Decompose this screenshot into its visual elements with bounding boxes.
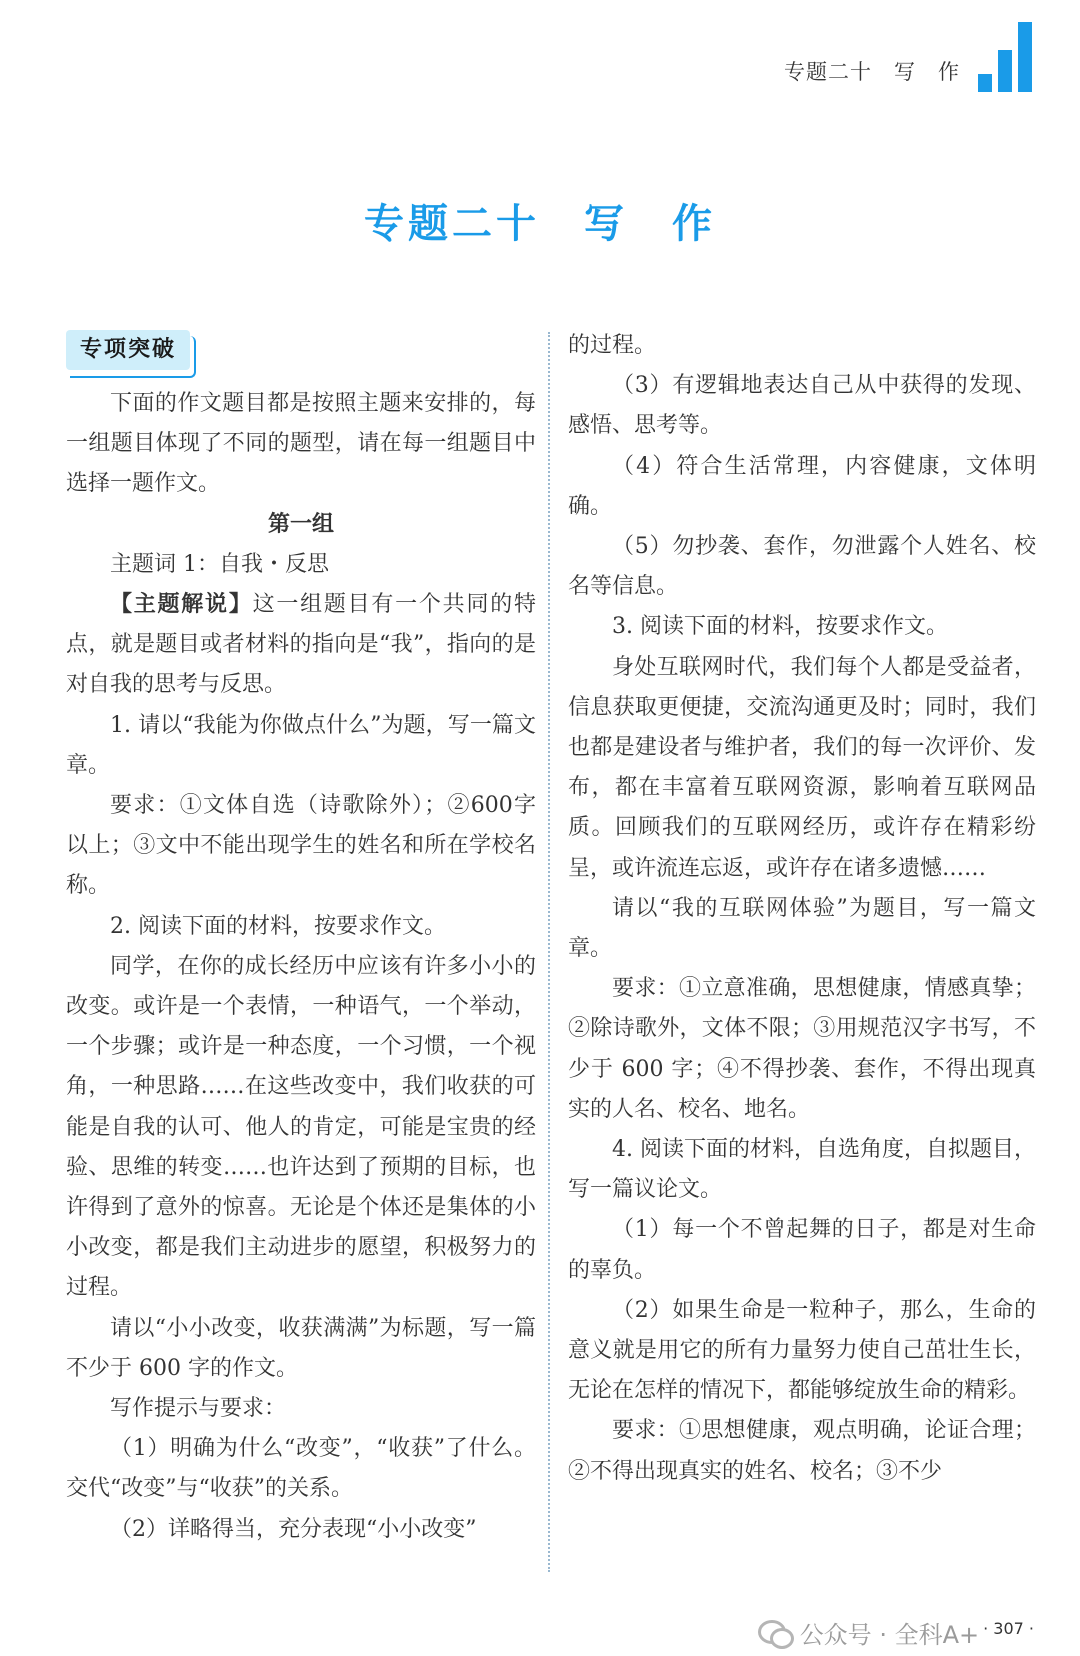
theme-word: 主题词 1：自我・反思 bbox=[110, 551, 329, 577]
question-2: 2. 阅读下面的材料，按要求作文。 bbox=[110, 913, 446, 939]
tip-2: （2）详略得当，充分表现“小小改变” bbox=[110, 1516, 477, 1542]
running-header bbox=[784, 22, 1032, 92]
header-section-label: 专题二十 写 作 bbox=[784, 60, 960, 84]
right-column bbox=[568, 326, 1036, 1492]
tip-3: （3）有逻辑地表达自己从中获得的发现、感悟、思考等。 bbox=[568, 373, 1036, 439]
page-number: · 307 · bbox=[983, 1619, 1034, 1638]
wechat-icon bbox=[758, 1620, 792, 1646]
question-3-task: 请以“我的互联网体验”为题目，写一篇文章。 bbox=[568, 895, 1036, 962]
tip-5: （5）勿抄袭、套作，勿泄露个人姓名、校名等信息。 bbox=[568, 534, 1036, 600]
question-4-requirements: 要求：①思想健康，观点明确，论证合理；②不得出现真实的姓名、校名；③不少 bbox=[568, 1418, 1036, 1484]
question-3-requirements: 要求：①立意准确，思想健康，情感真挚；②除诗歌外，文体不限；③用规范汉字书写，不少于 600 字；④不得抄袭、套作，不得出现真实的人名、校名、地名。 bbox=[568, 976, 1036, 1122]
question-2-task: 请以“小小改变，收获满满”为标题，写一篇不少于 600 字的作文。 bbox=[66, 1315, 536, 1381]
question-4-material-2: （2）如果生命是一粒种子，那么，生命的意义就是用它的所有力量努力使自己茁壮生长，无论在怎样的情况下，都能够绽放生命的精彩。 bbox=[568, 1297, 1036, 1404]
group-title: 第一组 bbox=[267, 511, 334, 537]
tip-2-continuation: 的过程。 bbox=[568, 333, 657, 358]
footer bbox=[758, 1615, 1034, 1650]
tip-4: （4）符合生活常理，内容健康，文体明确。 bbox=[568, 453, 1036, 519]
question-1: 1. 请以“我能为你做点什么”为题，写一篇文章。 bbox=[66, 712, 536, 778]
question-3-material: 身处互联网时代，我们每个人都是受益者，信息获取更便捷，交流沟通更及时；同时，我们也都是建设者与维护者，我们的每一次评价、发布，都在丰富着互联网资源，影响着互联网品质。回顾我们的互联网经历，或许存在精彩纷呈，或许流连忘返，或许存在诸多遗憾…… bbox=[568, 654, 1036, 881]
left-column bbox=[66, 326, 536, 1550]
tip-1: （1）明确为什么“改变”，“收获”了什么。交代“改变”与“收获”的关系。 bbox=[66, 1436, 536, 1502]
question-4-material-1: （1）每一个不曾起舞的日子，都是对生命的辜负。 bbox=[568, 1217, 1036, 1283]
question-2-material: 同学，在你的成长经历中应该有许多小小的改变。或许是一个表情，一种语气，一个举动，一个步骤；或许是一种态度，一个习惯，一个视角，一种思路……在这些改变中，我们收获的可能是自我的认可、他人的肯定，可能是宝贵的经验、思维的转变……也许达到了预期的目标，也许得到了意外的惊喜。无论是个体还是集体的小小改变，都是我们主动进步的愿望，积极努力的过程。 bbox=[66, 953, 536, 1301]
question-2-tips-heading: 写作提示与要求： bbox=[110, 1396, 287, 1422]
page-title: 专题二十 写 作 bbox=[364, 201, 716, 247]
explain-text: 这一组题目有一个共同的特点，就是题目或者材料的指向是“我”，指向的是对自我的思考与反思。 bbox=[66, 592, 536, 698]
column-divider bbox=[548, 332, 550, 1572]
intro-paragraph: 下面的作文题目都是按照主题来安排的，每一组题目体现了不同的题型，请在每一组题目中选择一题作文。 bbox=[66, 391, 536, 497]
question-4: 4. 阅读下面的材料，自选角度，自拟题目，写一篇议论文。 bbox=[568, 1137, 1036, 1203]
bar-chart-icon bbox=[978, 22, 1032, 92]
question-3: 3. 阅读下面的材料，按要求作文。 bbox=[612, 614, 948, 640]
watermark-text: 公众号 · 全科A+ bbox=[799, 1621, 980, 1649]
explain-tag: 【主题解说】 bbox=[110, 592, 253, 618]
question-1-requirements: 要求：①文体自选（诗歌除外）；②600字以上；③文中不能出现学生的姓名和所在学校名称。 bbox=[66, 793, 536, 899]
theme-explanation bbox=[66, 585, 536, 706]
section-badge: 专项突破 bbox=[66, 330, 190, 370]
